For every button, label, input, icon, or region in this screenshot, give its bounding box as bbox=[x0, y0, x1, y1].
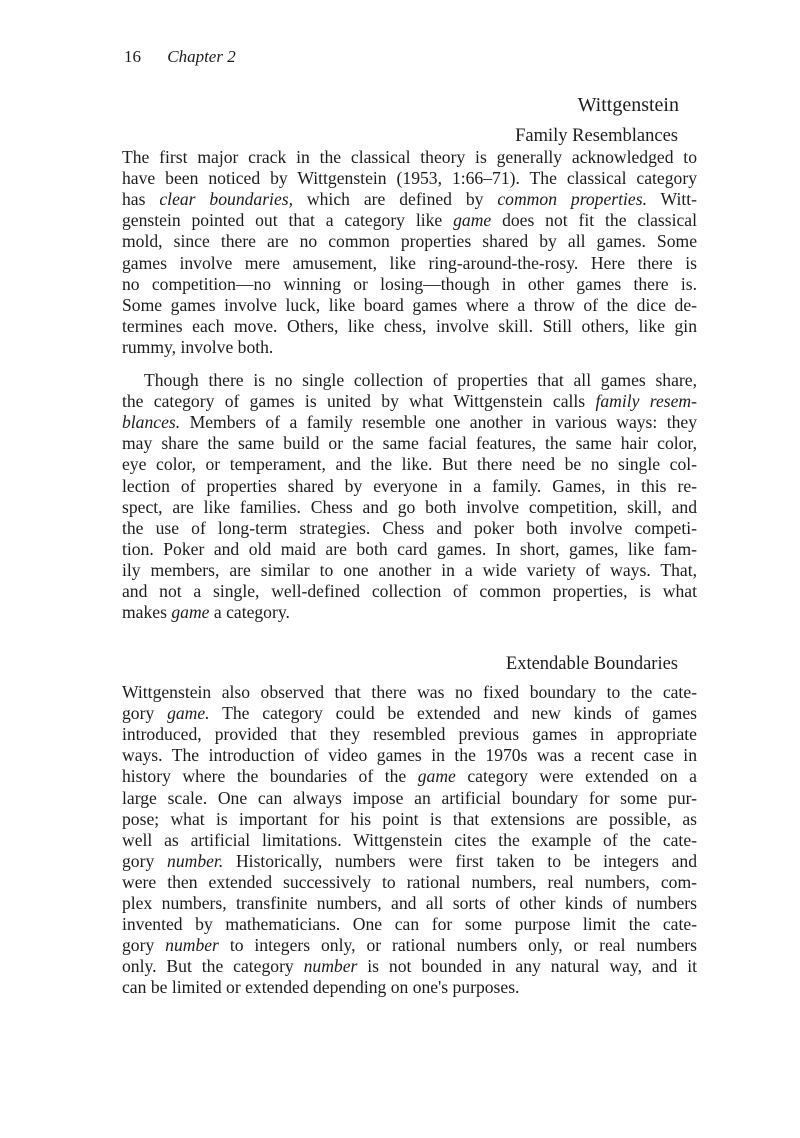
text-line bbox=[122, 210, 697, 231]
text-run: introduced, provided that they resembled previous games in appropriate bbox=[122, 724, 697, 745]
text-line bbox=[122, 539, 697, 560]
text-run: which are defined by bbox=[293, 189, 498, 210]
text-run: does not fit the classical bbox=[491, 210, 697, 231]
subsection-heading-family-resemblances: Family Resemblances bbox=[515, 126, 678, 146]
text-run: ways. The introduction of video games in the 1970s was a recent case in bbox=[122, 745, 697, 766]
text-run: rummy, involve both. bbox=[122, 336, 274, 357]
text-run: and not a single, well-defined collection of common properties, is what bbox=[122, 581, 697, 601]
emphasis-text: family resem- bbox=[595, 391, 697, 412]
text-run: category were extended on a bbox=[455, 766, 697, 787]
text-run: eye color, or temperament, and the like. But there need be no single col- bbox=[122, 454, 697, 475]
text-line bbox=[122, 914, 697, 935]
text-run: may share the same build or the same facial features, the same hair color, bbox=[122, 433, 697, 454]
text-run: Historically, numbers were first taken to be integers and bbox=[223, 850, 697, 871]
text-run: can be limited or extended depending on one's purposes. bbox=[122, 977, 520, 998]
text-run: plex numbers, transfinite numbers, and all sorts of other kinds of numbers bbox=[122, 893, 697, 913]
text-line bbox=[122, 581, 697, 602]
running-header bbox=[124, 46, 236, 68]
text-line bbox=[122, 788, 697, 809]
text-line bbox=[122, 497, 697, 518]
text-run: gory bbox=[122, 703, 168, 724]
text-run: gory bbox=[122, 935, 166, 956]
text-line bbox=[122, 253, 697, 274]
text-run: is not bounded in any natural way, and it bbox=[357, 956, 697, 977]
text-line bbox=[122, 147, 697, 168]
text-line bbox=[122, 391, 697, 412]
text-run: invented by mathematicians. One can for some purpose limit the cate- bbox=[122, 914, 697, 935]
emphasis-text: common properties. bbox=[497, 189, 647, 210]
text-run: large scale. One can always impose an artificial boundary for some pur- bbox=[122, 787, 697, 808]
text-line bbox=[122, 682, 697, 703]
text-line bbox=[122, 231, 697, 252]
text-line bbox=[122, 337, 697, 358]
emphasis-text: game bbox=[417, 766, 456, 787]
emphasis-text: number. bbox=[167, 850, 224, 871]
text-line bbox=[122, 476, 697, 497]
text-line bbox=[122, 851, 697, 872]
text-run: mold, since there are no common properties shared by all games. Some bbox=[122, 231, 697, 252]
emphasis-text: clear boundaries, bbox=[159, 189, 294, 210]
text-run: games involve mere amusement, like ring-around-the-rosy. Here there is bbox=[122, 252, 697, 273]
text-line bbox=[122, 745, 697, 766]
emphasis-text: game. bbox=[167, 703, 210, 724]
text-run: Some games involve luck, like board games where a throw of the dice de- bbox=[122, 294, 697, 315]
text-run: The first major crack in the classical theory is generally acknowledged to bbox=[122, 147, 697, 167]
subsection-heading-extendable-boundaries: Extendable Boundaries bbox=[505, 654, 678, 674]
text-line bbox=[122, 724, 697, 745]
text-run: lection of properties shared by everyone in a family. Games, in this re- bbox=[122, 475, 697, 496]
emphasis-text: game bbox=[453, 210, 492, 231]
emphasis-text: blances. bbox=[122, 412, 181, 433]
text-run: to integers only, or rational numbers only, or real numbers bbox=[218, 935, 697, 956]
text-run: only. But the category bbox=[122, 956, 304, 977]
text-run: a category. bbox=[209, 602, 290, 623]
text-line bbox=[122, 977, 697, 998]
text-line bbox=[122, 168, 697, 189]
text-line bbox=[122, 809, 697, 830]
text-run: Members of a family resemble one another in various ways: they bbox=[180, 412, 697, 433]
text-run: no competition—no winning or losing—though in other games there is. bbox=[122, 273, 697, 294]
text-run: gory bbox=[122, 850, 168, 871]
emphasis-text: number bbox=[165, 935, 219, 956]
text-line bbox=[122, 518, 697, 539]
chapter-label: Chapter 2 bbox=[167, 47, 236, 66]
section-heading: Wittgenstein bbox=[577, 94, 679, 116]
text-run: well as artificial limitations. Wittgenstein cites the example of the cate- bbox=[122, 829, 697, 850]
text-line bbox=[122, 295, 697, 316]
text-line bbox=[122, 454, 697, 475]
emphasis-text: number bbox=[303, 956, 358, 977]
text-line bbox=[122, 189, 697, 210]
text-line bbox=[122, 872, 697, 893]
text-run: ily members, are similar to one another in a wide variety of ways. That, bbox=[122, 559, 697, 580]
text-run: has bbox=[122, 189, 160, 210]
text-line bbox=[144, 370, 697, 391]
text-run: the use of long-term strategies. Chess and poker both involve competi- bbox=[122, 517, 697, 538]
page-number: 16 bbox=[124, 47, 141, 66]
text-run: makes bbox=[122, 602, 172, 623]
text-line bbox=[122, 412, 697, 433]
text-run: the category of games is united by what Wittgenstein calls bbox=[122, 391, 596, 412]
text-run: pose; what is important for his point is that extensions are possible, as bbox=[122, 808, 697, 829]
text-run: Witt- bbox=[646, 189, 697, 210]
text-line bbox=[122, 893, 697, 914]
text-run: termines each move. Others, like chess, involve skill. Still others, like gin bbox=[122, 315, 697, 336]
text-run: have been noticed by Wittgenstein (1953, 1:66–71). The classical category bbox=[122, 168, 697, 189]
text-line bbox=[122, 602, 697, 623]
text-run: spect, are like families. Chess and go both involve competition, skill, and bbox=[122, 496, 697, 517]
text-line bbox=[122, 935, 697, 956]
text-line bbox=[122, 274, 697, 295]
text-run: tion. Poker and old maid are both card games. In short, games, like fam- bbox=[122, 538, 697, 559]
text-run: genstein pointed out that a category like bbox=[122, 210, 454, 231]
text-run: Wittgenstein also observed that there was no fixed boundary to the cate- bbox=[122, 682, 697, 702]
text-line bbox=[122, 956, 697, 977]
text-line bbox=[122, 766, 697, 787]
text-run: were then extended successively to rational numbers, real numbers, com- bbox=[122, 871, 697, 892]
text-line bbox=[122, 433, 697, 454]
text-run: Though there is no single collection of properties that all games share, bbox=[144, 370, 697, 390]
text-run: The category could be extended and new kinds of games bbox=[209, 703, 697, 724]
text-run: history where the boundaries of the bbox=[122, 766, 418, 787]
text-line bbox=[122, 830, 697, 851]
text-line bbox=[122, 703, 697, 724]
emphasis-text: game bbox=[171, 602, 210, 623]
text-line bbox=[122, 316, 697, 337]
text-line bbox=[122, 560, 697, 581]
